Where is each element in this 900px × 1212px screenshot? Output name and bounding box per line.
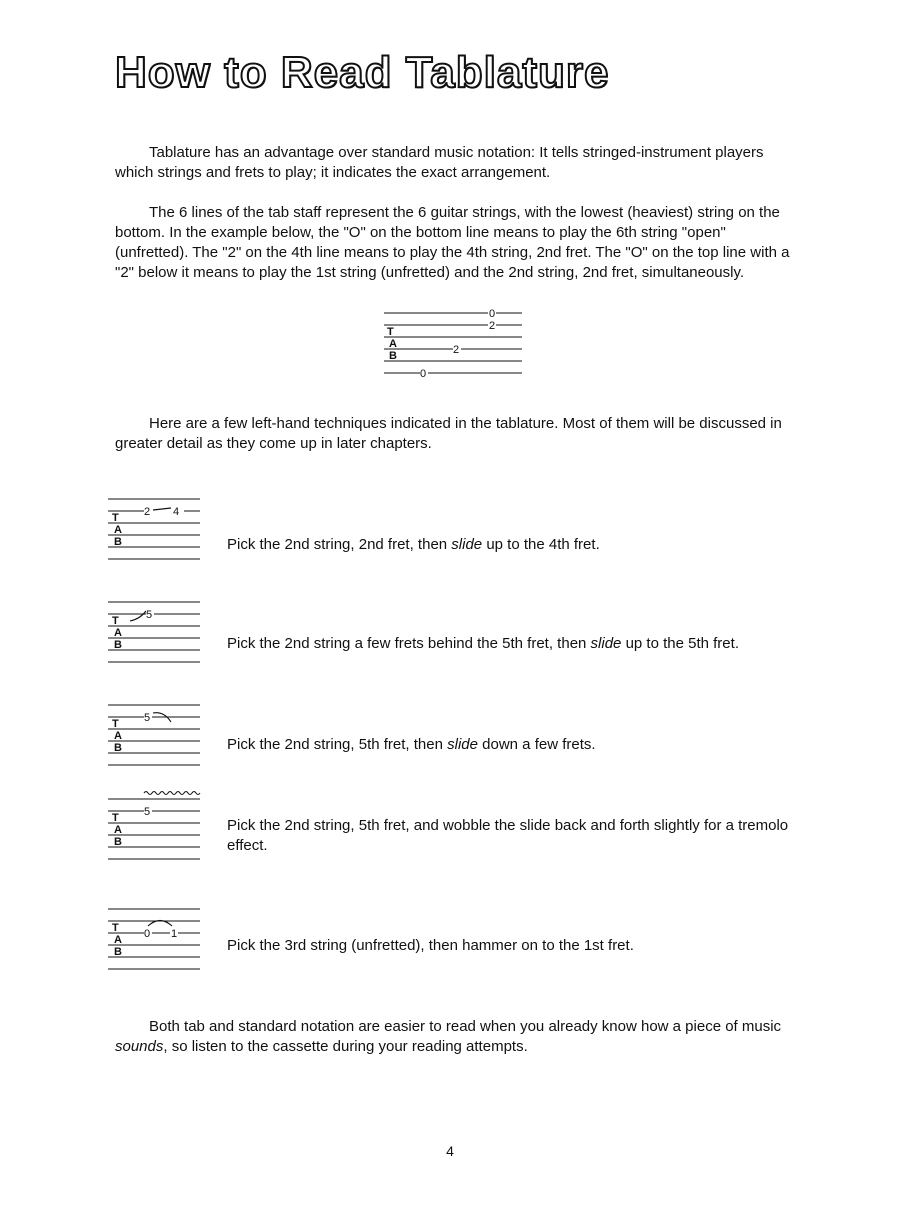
example-tab-staff — [384, 307, 524, 382]
clef-b: B — [114, 742, 122, 754]
clef-b: B — [114, 639, 122, 651]
technique-1-text-pre: Pick the 2nd string, 2nd fret, then — [227, 536, 452, 553]
example-note-open-6th: 0 — [420, 368, 427, 380]
example-note-1st-string: 0 — [489, 308, 496, 320]
page-number: 4 — [446, 1143, 454, 1159]
vibrato-squiggle — [144, 792, 200, 795]
technique-3-staff — [108, 700, 203, 770]
technique-1-description — [227, 535, 807, 555]
intro-paragraph-1 — [115, 143, 795, 183]
clef-t: T — [112, 615, 119, 627]
closing-text-em: sounds — [115, 1038, 164, 1055]
clef-b: B — [389, 350, 397, 362]
technique-2-description — [227, 634, 807, 654]
clef-t: T — [112, 718, 119, 730]
technique-5-text-pre: Pick the 3rd string (unfretted), then hammer on to the 1st fret. — [227, 937, 634, 954]
intro-paragraph-2-text: The 6 lines of the tab staff represent the 6 guitar strings, with the lowest (heaviest) string on the bottom. In the example below, the "O" on the bottom line means to play the 6th string "open" (unfretted). The "2" on the 4th line means to play the 4th string, 2nd fret. The "O" on the top line with a "2" below it means to play the 1st string (unfretted) and the 2nd string, 2nd fret, simultaneously. — [115, 204, 790, 281]
technique-3-text-em: slide — [447, 736, 478, 753]
technique-3-text-pre: Pick the 2nd string, 5th fret, then — [227, 736, 448, 753]
clef-a: A — [114, 524, 122, 536]
clef-t: T — [112, 922, 119, 934]
clef-a: A — [114, 627, 122, 639]
technique-1-text-em: slide — [451, 536, 483, 553]
clef-a: A — [389, 338, 397, 350]
example-note-4th-string: 2 — [453, 344, 460, 356]
clef-a: A — [114, 824, 122, 836]
clef-a: A — [114, 934, 122, 946]
closing-text-post: , so listen to the cassette during your reading attempts. — [163, 1038, 528, 1055]
technique-5-staff — [108, 903, 203, 975]
clef-b: B — [114, 946, 122, 958]
example-note-2nd-string: 2 — [489, 320, 496, 332]
technique-2-text-post: up to the 5th fret. — [621, 635, 739, 652]
technique-4-note: 5 — [144, 806, 151, 818]
technique-4-description — [227, 816, 792, 856]
clef-t: T — [112, 812, 119, 824]
technique-5-note-end: 1 — [171, 928, 178, 940]
closing-paragraph — [115, 1017, 795, 1057]
technique-1-note-end: 4 — [173, 506, 180, 518]
technique-1-note-start: 2 — [144, 506, 151, 518]
intro-paragraph-2 — [115, 203, 795, 283]
technique-5-note-start: 0 — [144, 928, 151, 940]
technique-2-text-pre: Pick the 2nd string a few frets behind the 5th fret, then — [227, 635, 591, 652]
page-title: How to Read Tablature — [115, 48, 610, 97]
technique-4-text-pre: Pick the 2nd string, 5th fret, and wobble the slide back and forth slightly for a tremolo effect. — [227, 817, 789, 854]
clef-b: B — [114, 536, 122, 548]
technique-2-note: 5 — [146, 609, 153, 621]
clef-t: T — [112, 512, 119, 524]
technique-3-description — [227, 735, 807, 755]
technique-1-staff — [108, 494, 203, 564]
technique-3-note: 5 — [144, 712, 151, 724]
closing-text-pre: Both tab and standard notation are easier to read when you already know how a piece of music — [149, 1018, 782, 1035]
intro-paragraph-1-text: Tablature has an advantage over standard music notation: It tells stringed-instrument players which strings and frets to play; it indicates the exact arrangement. — [115, 144, 764, 181]
intro-paragraph-3-text: Here are a few left-hand techniques indicated in the tablature. Most of them will be discussed in greater detail as they come up in later chapters. — [115, 415, 782, 452]
slide-up-mark — [130, 611, 146, 621]
intro-paragraph-3 — [115, 414, 795, 454]
technique-1-text-post: up to the 4th fret. — [482, 536, 600, 553]
technique-4-staff — [108, 785, 203, 865]
technique-2-text-em: slide — [590, 635, 622, 652]
technique-3-text-post: down a few frets. — [477, 736, 596, 753]
clef-a: A — [114, 730, 122, 742]
technique-2-staff — [108, 597, 203, 667]
clef-b: B — [114, 836, 122, 848]
technique-5-description — [227, 936, 807, 956]
clef-t: T — [387, 326, 394, 338]
